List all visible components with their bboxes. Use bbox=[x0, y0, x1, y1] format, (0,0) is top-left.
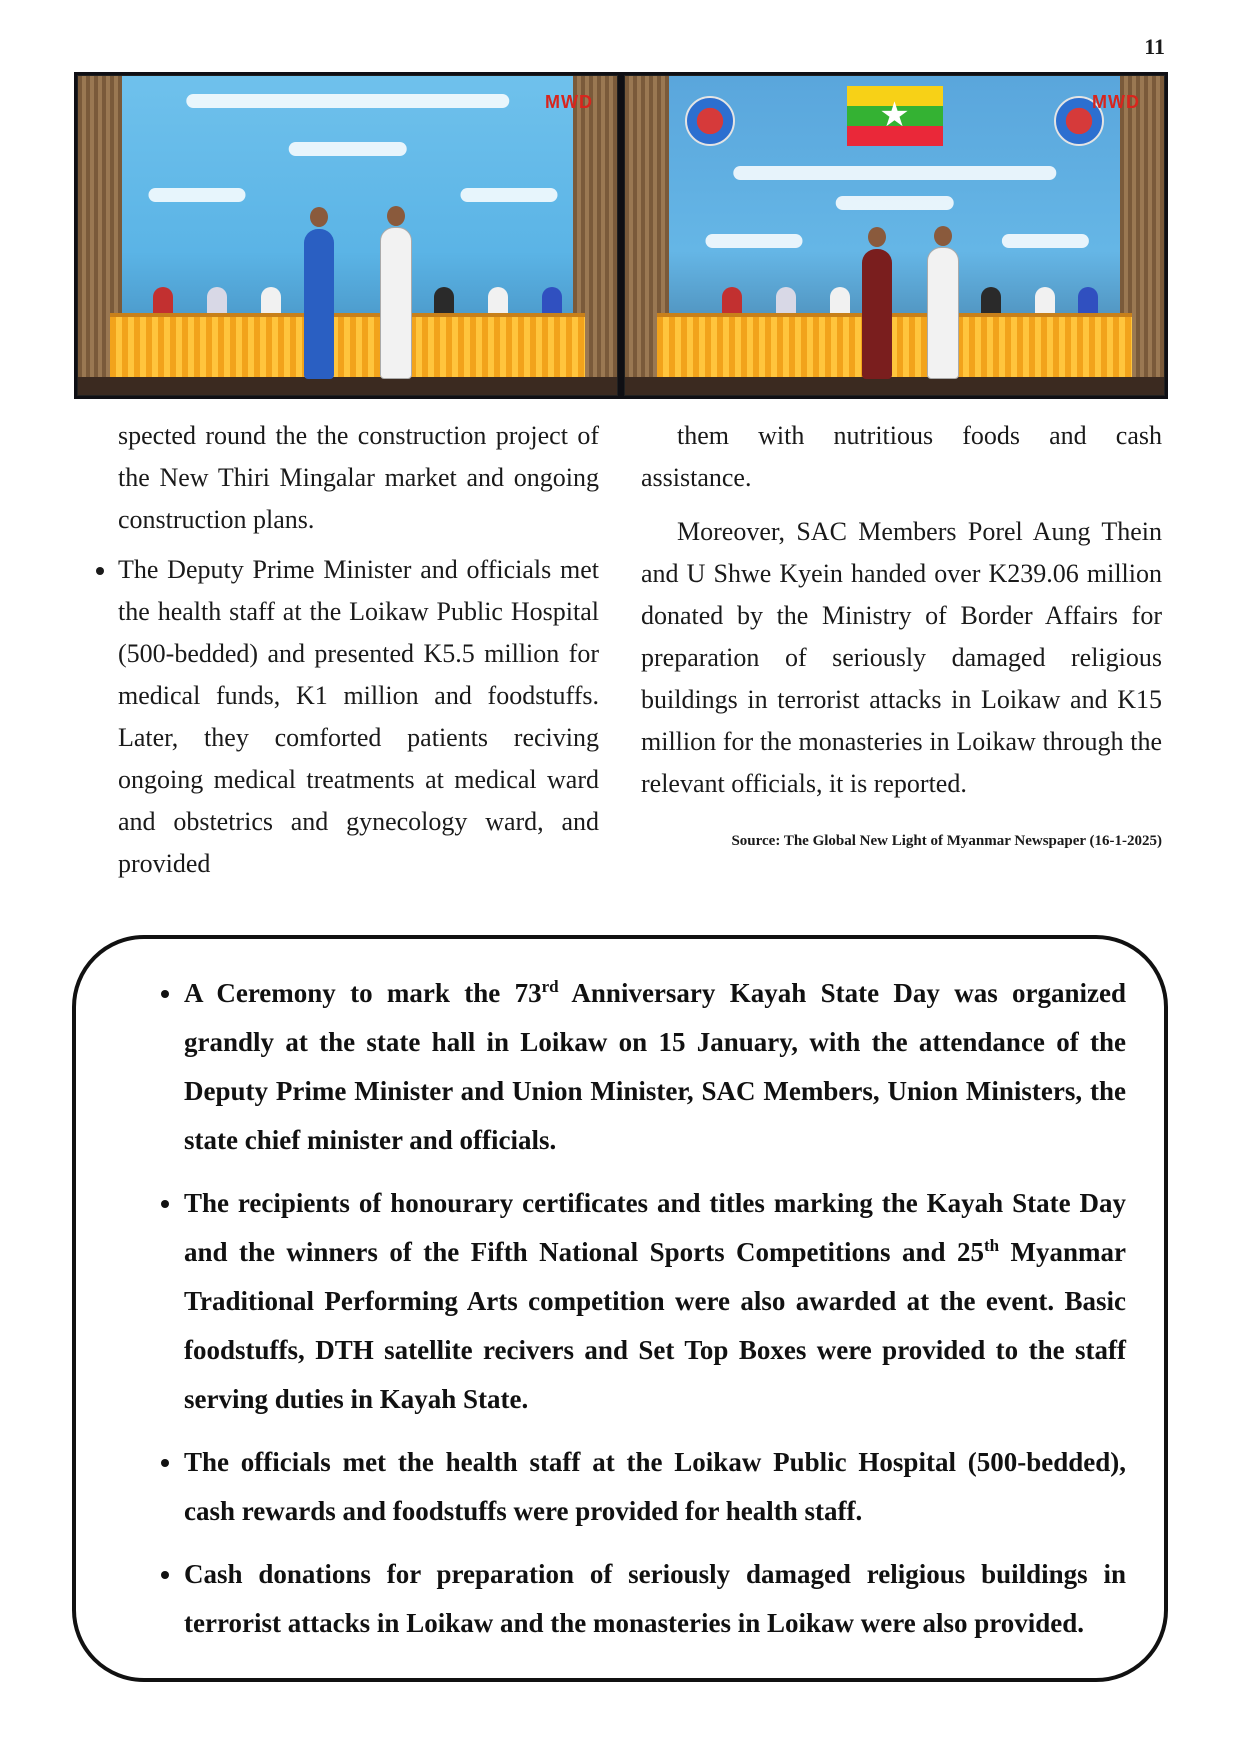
logo-text: MWD bbox=[1092, 92, 1140, 112]
ceremony-photo-right bbox=[624, 75, 1165, 396]
table-cloth bbox=[110, 313, 584, 379]
logo-text: MWD bbox=[545, 92, 593, 112]
table-cloth bbox=[657, 313, 1131, 379]
recipient-figure bbox=[862, 249, 892, 379]
continued-paragraph: them with nutritious foods and cash assistance. bbox=[641, 421, 1162, 492]
broadcaster-logo bbox=[1092, 92, 1140, 113]
banner-script-line bbox=[186, 94, 509, 108]
paragraph: Moreover, SAC Members Porel Aung Thein and U Shwe Kyein handed over K239.06 million donated by the Ministry of Border Affairs for preparation of seriously damaged religious buildings in terrorist attacks in Loikaw and K15 million for the monasteries in Loikaw through the relevant officials, it is reported. bbox=[641, 517, 1162, 798]
broadcaster-logo bbox=[545, 92, 593, 113]
ordinal-suffix: th bbox=[983, 1236, 1000, 1255]
stage-floor bbox=[78, 377, 617, 395]
bullet-list bbox=[78, 549, 599, 885]
summary-item: • The officials met the health staff at the Loikaw Public Hospital (500-bedded), cash rewards and foodstuffs were provided for health staff. bbox=[184, 1438, 1126, 1536]
ordinal-suffix: rd bbox=[541, 977, 559, 996]
source-citation: Source: The Global New Light of Myanmar Newspaper (16-1-2025) bbox=[731, 833, 1162, 849]
banner-script-line bbox=[733, 166, 1056, 180]
summary-item bbox=[184, 969, 1126, 1165]
summary-item: • Cash donations for preparation of seriously damaged religious buildings in terrorist attacks in Loikaw and the monasteries in Loikaw were also provided. bbox=[184, 1550, 1126, 1648]
summary-text: Anniversary Kayah State Day was organized grandly at the state hall in Loikaw on 15 January, with the attendance of the Deputy Prime Minister and Union Minister, SAC Members, Union Ministers, the state chief minister and officials. bbox=[184, 978, 1127, 1155]
continued-paragraph: spected round the the construction project of the New Thiri Mingalar market and ongoing construction plans. bbox=[118, 421, 599, 534]
summary-text: The recipients of honourary certificates and titles marking the Kayah State Day and the winners of the Fifth National Sports Competitions and 25 bbox=[184, 1188, 1126, 1267]
right-column bbox=[641, 415, 1162, 885]
star-icon: ★ bbox=[879, 97, 910, 134]
left-column bbox=[78, 415, 599, 885]
banner-script-line bbox=[835, 196, 954, 210]
presenter-figure bbox=[380, 227, 412, 379]
summary-text: A Ceremony to mark the 73 bbox=[184, 978, 542, 1008]
ceremony-photo-left bbox=[77, 75, 618, 396]
photo-strip bbox=[74, 72, 1168, 399]
page-number: 11 bbox=[1144, 34, 1165, 59]
emblem-icon bbox=[685, 96, 735, 146]
banner-place bbox=[1002, 234, 1088, 248]
banner-place bbox=[461, 188, 558, 202]
banner-date bbox=[148, 188, 245, 202]
stage-floor bbox=[625, 377, 1164, 395]
myanmar-flag bbox=[847, 86, 943, 146]
banner-date bbox=[706, 234, 803, 248]
list-item: • The Deputy Prime Minister and officials met the health staff at the Loikaw Public Hospital (500-bedded) and presented K5.5 million for medical funds, K1 million and foodstuffs. Later, they comforted patients reciving ongoing medical treatments at medical ward and obstetrics and gynecology ward, and provided bbox=[118, 549, 599, 885]
article-columns bbox=[78, 415, 1162, 885]
banner-script-line bbox=[288, 142, 407, 156]
presenter-figure bbox=[927, 247, 959, 379]
summary-box bbox=[72, 935, 1168, 1682]
summary-item bbox=[184, 1179, 1126, 1424]
summary-text: Myanmar Traditional Performing Arts competition were also awarded at the event. Basic foodstuffs, DTH satellite recivers and Set Top Boxes were provided to the staff serving duties in Kayah State. bbox=[184, 1237, 1126, 1414]
recipient-figure bbox=[304, 229, 334, 379]
summary-list bbox=[114, 969, 1126, 1648]
